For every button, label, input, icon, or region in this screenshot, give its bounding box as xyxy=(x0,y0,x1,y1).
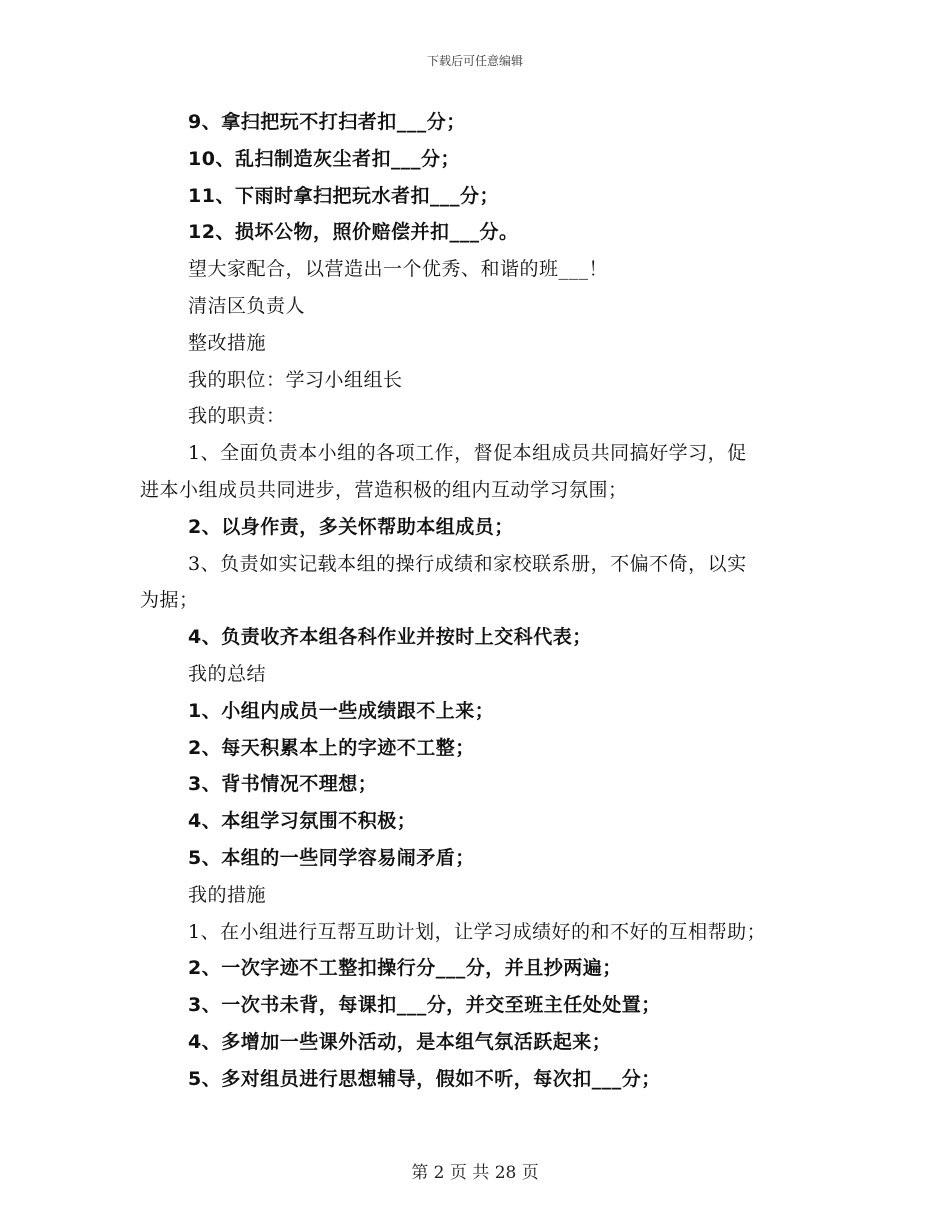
text-line: 1、在小组进行互帮互助计划，让学习成绩好的和不好的互相帮助； xyxy=(188,920,767,943)
text-line: 4、本组学习氛围不积极； xyxy=(188,810,417,833)
page-footer: 第 2 页 共 28 页 xyxy=(411,1163,539,1183)
text-line: 9、拿扫把玩不打扫者扣___分； xyxy=(188,111,466,133)
text-line: 3、负责如实记载本组的操行成绩和家校联系册，不偏不倚，以实 xyxy=(188,552,747,575)
text-line: 11、下雨时拿扫把玩水者扣___分； xyxy=(188,184,499,207)
text-line: 2、每天积累本上的字迹不工整； xyxy=(188,736,475,759)
text-line: 3、一次书未背，每课扣___分，并交至班主任处处置； xyxy=(188,994,661,1017)
text-line: 我的总结 xyxy=(188,663,267,685)
text-line: 5、本组的一些同学容易闹矛盾； xyxy=(188,847,475,869)
text-line: 为据； xyxy=(140,589,199,612)
text-line: 我的职位：学习小组组长 xyxy=(188,368,403,391)
text-line: 3、背书情况不理想； xyxy=(188,773,378,796)
text-line: 5、多对组员进行思想辅导，假如不听，每次扣___分； xyxy=(188,1067,661,1090)
text-line: 望大家配合，以营造出一个优秀、和谐的班___！ xyxy=(188,258,609,281)
text-line: 2、一次字迹不工整扣操行分___分，并且抄两遍； xyxy=(188,957,622,980)
text-line: 10、乱扫制造灰尘者扣___分； xyxy=(188,147,460,170)
text-line: 我的措施 xyxy=(188,883,267,906)
text-line: 1、全面负责本小组的各项工作，督促本组成员共同搞好学习，促 xyxy=(188,442,747,465)
text-line: 2、以身作责，多关怀帮助本组成员； xyxy=(188,515,514,538)
page-header: 下载后可任意编辑 xyxy=(426,54,523,68)
text-line: 进本小组成员共同进步，营造积极的组内互动学习氛围； xyxy=(140,479,628,501)
text-line: 1、小组内成员一些成绩跟不上来； xyxy=(188,699,495,722)
text-line: 清洁区负责人 xyxy=(188,295,306,317)
text-line: 我的职责： xyxy=(188,405,286,428)
text-line: 4、多增加一些课外活动，是本组气氛活跃起来； xyxy=(188,1031,612,1053)
text-line: 整改措施 xyxy=(188,331,267,354)
text-line: 12、损坏公物，照价赔偿并扣___分。 xyxy=(188,221,519,244)
text-line: 4、负责收齐本组各科作业并按时上交科代表； xyxy=(188,626,592,649)
